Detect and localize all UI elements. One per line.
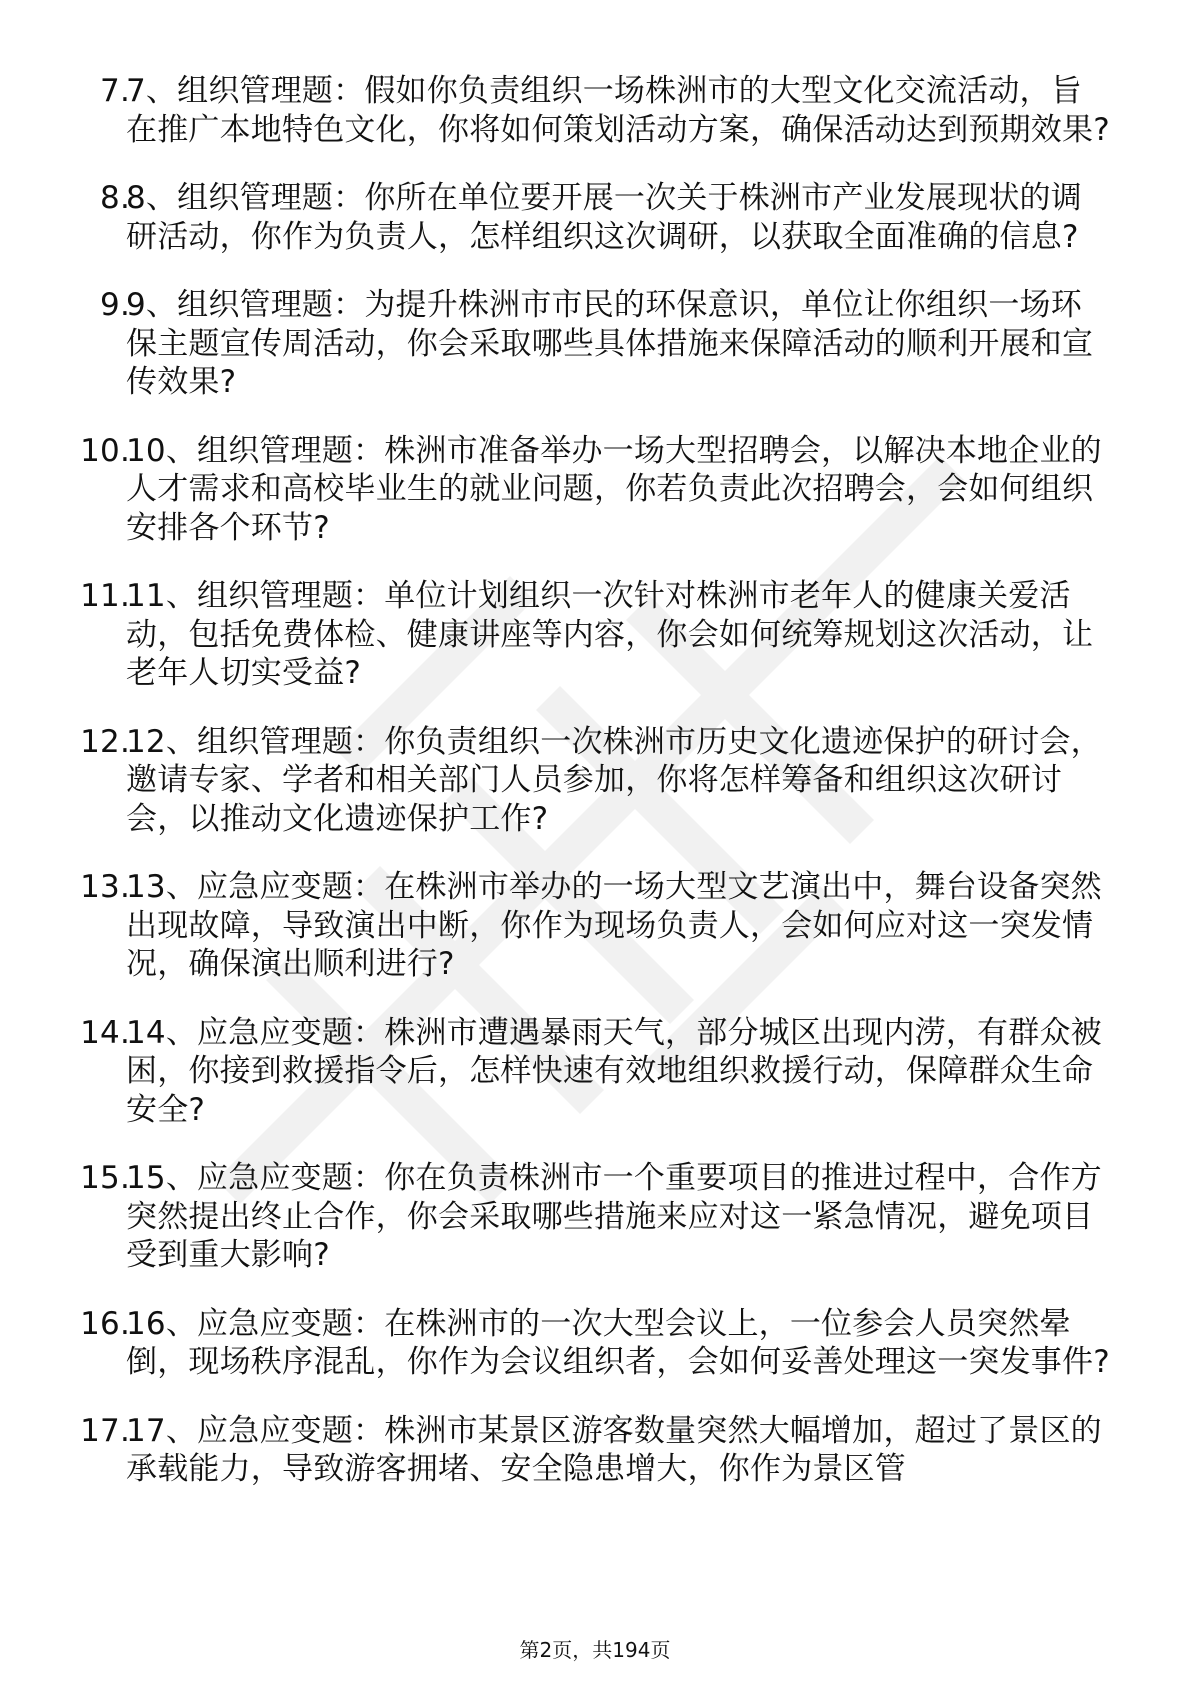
question-text: 7、组织管理题：假如你负责组织一场株洲市的大型文化交流活动，旨在推广本地特色文化，你将如何策划活动方案，确保活动达到预期效果? [126,73,1110,148]
list-item [0,868,1190,984]
question-text: 13、应急应变题：在株洲市举办的一场大型文艺演出中，舞台设备突然出现故障，导致演出中断，你作为现场负责人，会如何应对这一突发情况，确保演出顺利进行? [126,869,1102,982]
question-number: 14. [80,1014,130,1051]
question-number: 13. [80,869,130,905]
question-text: 16、应急应变题：在株洲市的一次大型会议上，一位参会人员突然晕倒，现场秩序混乱，你作为会议组织者，会如何妥善处理这一突发事件? [126,1305,1110,1380]
question-number: 8. [100,180,130,216]
list-item [0,179,1190,256]
question-number: 10. [80,432,130,469]
question-list [0,72,1190,1519]
question-number: 15. [80,1160,130,1196]
question-text: 10、组织管理题：株洲市准备举办一场大型招聘会，以解决本地企业的人才需求和高校毕业生的就业问题，你若负责此次招聘会，会如何组织安排各个环节? [126,432,1102,546]
list-item [0,286,1190,402]
list-item [0,1159,1190,1275]
list-item [0,72,1190,149]
list-item [0,432,1190,548]
list-item [0,723,1190,839]
question-text: 8、组织管理题：你所在单位要开展一次关于株洲市产业发展现状的调研活动，你作为负责人，怎样组织这次调研，以获取全面准确的信息? [126,180,1082,255]
question-text: 15、应急应变题：你在负责株洲市一个重要项目的推进过程中，合作方突然提出终止合作，你会采取哪些措施来应对这一紧急情况，避免项目受到重大影响? [126,1160,1102,1273]
question-text: 14、应急应变题：株洲市遭遇暴雨天气，部分城区出现内涝，有群众被困，你接到救援指令后，怎样快速有效地组织救援行动，保障群众生命安全? [126,1014,1102,1128]
list-item [0,1412,1190,1489]
question-text: 12、组织管理题：你负责组织一次株洲市历史文化遗迹保护的研讨会，邀请专家、学者和相关部门人员参加，你将怎样筹备和组织这次研讨会，以推动文化遗迹保护工作? [126,723,1102,837]
question-number: 12. [80,723,130,760]
question-text: 17、应急应变题：株洲市某景区游客数量突然大幅增加，超过了景区的承载能力，导致游客拥堵、安全隐患增大，你作为景区管 [126,1412,1102,1487]
list-item [0,1014,1190,1130]
question-number: 16. [80,1305,130,1342]
list-item [0,577,1190,693]
question-number: 11. [80,578,130,614]
question-text: 11、组织管理题：单位计划组织一次针对株洲市老年人的健康关爱活动，包括免费体检、健康讲座等内容，你会如何统筹规划这次活动，让老年人切实受益? [126,578,1094,691]
page-number-footer: 第2页，共194页 [519,1638,671,1662]
question-text: 9、组织管理题：为提升株洲市市民的环保意识，单位让你组织一场环保主题宣传周活动，你会采取哪些具体措施来保障活动的顺利开展和宣传效果? [126,287,1094,400]
list-item [0,1305,1190,1382]
question-number: 17. [80,1412,130,1449]
question-number: 7. [100,73,130,109]
question-number: 9. [100,287,130,323]
